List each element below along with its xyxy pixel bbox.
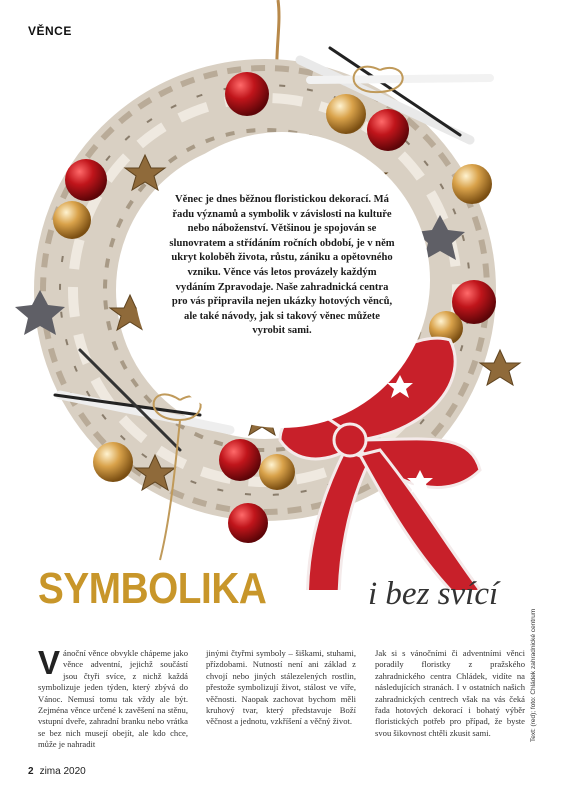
body-text-1: ánoční věnce obvykle chápeme jako věnce adventní, jejichž součástí jsou čtyři svíce, z nichž každá symbolizuje jeden týden, který zbývá do Vánoc. Nemusí tomu tak vždy ale být. Zejména věnce určené k zavěšení na stěnu, vstupní dveře, zahradní branku nebo vrátka se bez nich musejí obejít, ale kdo chce, může je nahradit (38, 648, 188, 750)
drop-cap: V (38, 644, 61, 681)
body-column-1 (38, 644, 188, 751)
body-column-3 (375, 648, 525, 739)
page-folio (28, 766, 86, 777)
body-text-2: jinými čtyřmi symboly – šiškami, stuhami, přízdobami. Nutností není ani základ z chvojí nebo jiných stálezelených rostlin, přestože symbolizují život, stálost ve víře, věčnosti. Naopak zachovat bychom měli kruhový tvar, který představuje Boží věčnost a jednotu, vzkříšení a věčný život. (206, 648, 356, 727)
title-sub: i bez svící (368, 576, 499, 612)
title-main: SYMBOLIKA (38, 564, 267, 613)
body-column-2 (206, 648, 356, 728)
issue-label: zima 2020 (39, 766, 86, 777)
photo-credit: Text: (red); foto: Chládek zahradnické centrum (530, 608, 537, 742)
page-number: 2 (28, 766, 34, 777)
body-text-3: Jak si s vánočními či adventními věnci poradily floristky z pražského zahradnického centra Chládek, vidíte na následujících stranách. I v ostatních našich zahradnických centrech však na vás čeká řada hotových dekorací i bohatý výběr floristických potřeb pro případ, že byste svou šikovnost chtěli zkusit sami. (375, 648, 525, 738)
intro-text: Věnec je dnes běžnou floristickou dekorací. Má řadu významů a symbolik v závislosti na kultuře nebo náboženství. Většinou je spojován se slunovratem a střídáním ročních období, je v něm ukryt koloběh života, růstu, zániku a opětovného vzniku. Věnce vás letos provázely každým vydáním Zpravodaje. Naše zahradnická centra pro vás připravila nejen ukázky hotových věnců, ale také návody, jak si takový věnec můžete vyrobit sami. (169, 194, 395, 337)
section-label: VĚNCE (28, 24, 72, 38)
